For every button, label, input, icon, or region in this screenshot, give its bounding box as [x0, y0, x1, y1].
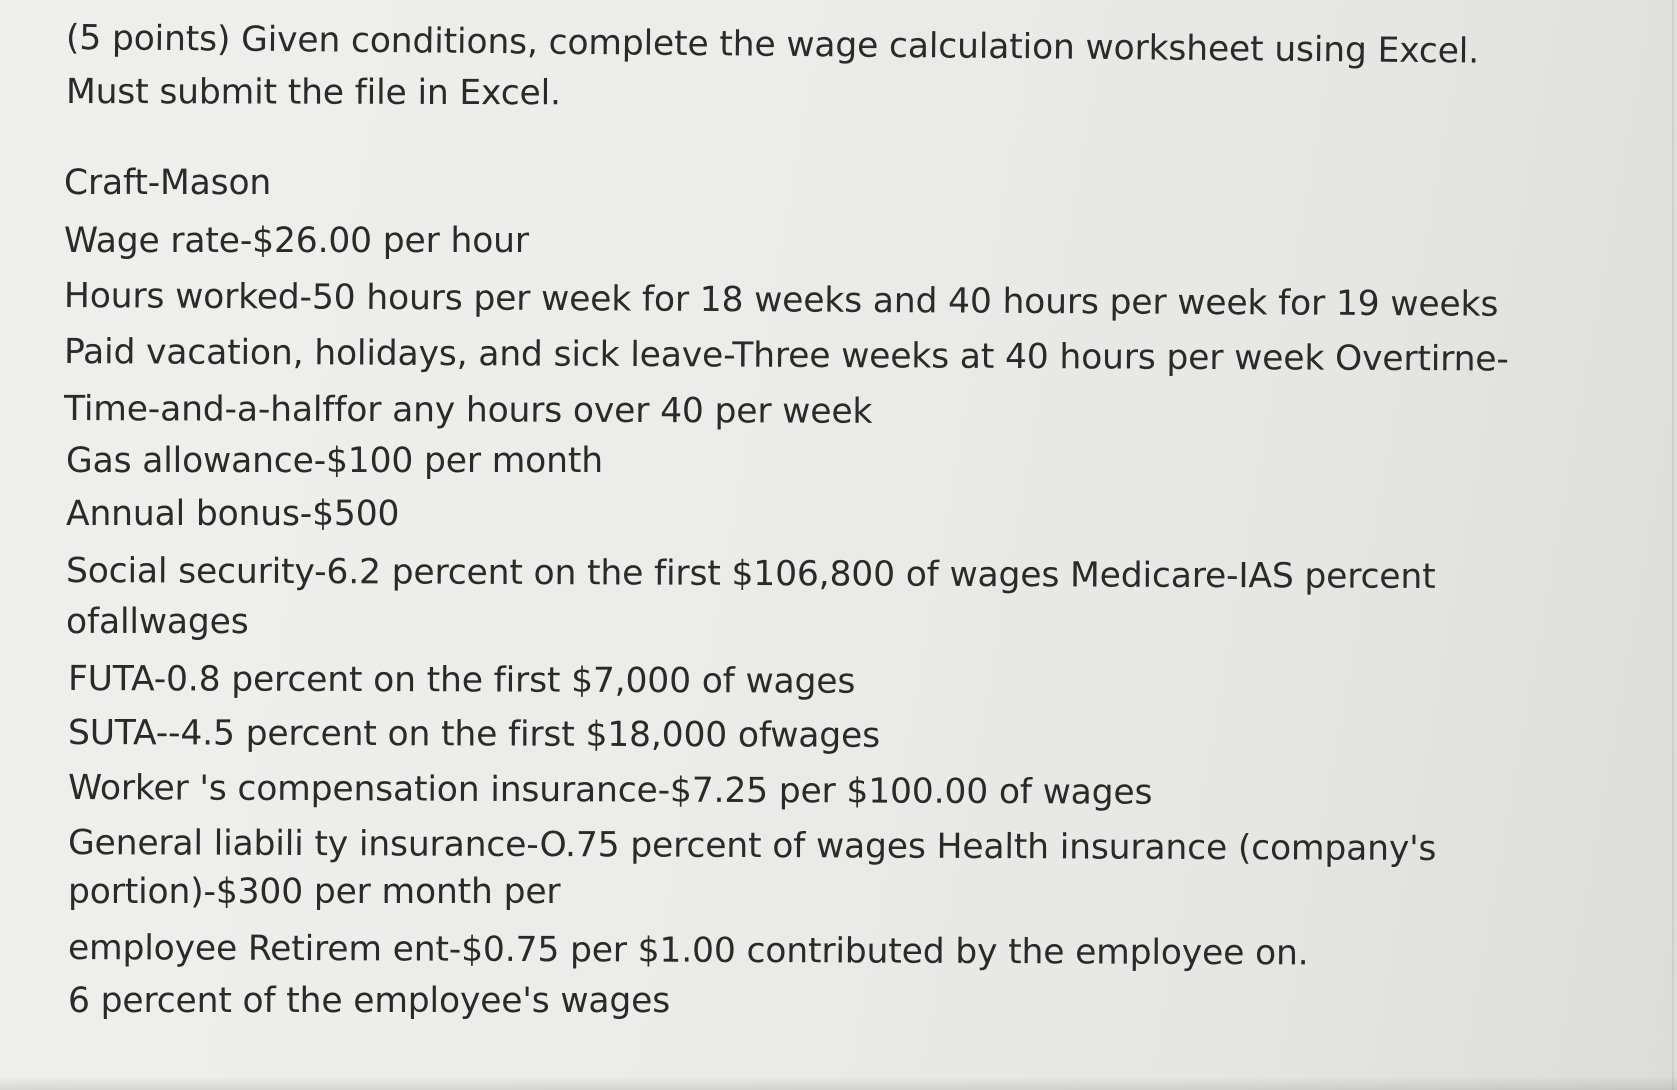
workers-compensation: Worker 's compensation insurance-$7.25 per $100.00 of wages [67, 768, 1153, 813]
bottom-shadow [0, 1076, 1677, 1090]
futa: FUTA-0.8 percent on the first $7,000 of wages [67, 659, 856, 702]
paid-leave: Paid vacation, holidays, and sick leave-Three weeks at 40 hours per week Overtirne- [63, 332, 1509, 380]
suta: SUTA--4.5 percent on the first $18,000 ofwages [67, 713, 881, 756]
general-liability: General liabili ty insurance-O.75 percent of wages Health insurance (company's [67, 823, 1437, 869]
gas-allowance: Gas allowance-$100 per month [66, 441, 603, 481]
retirement: employee Retirem ent-$0.75 per $1.00 contributed by the employee on. [67, 928, 1309, 974]
health-insurance-continued: portion)-$300 per month per [68, 872, 561, 912]
paper-edge [1672, 0, 1674, 1090]
medicare-continued: ofallwages [66, 602, 249, 642]
hours-worked: Hours worked-50 hours per week for 18 weeks and 40 hours per week for 19 weeks [63, 276, 1499, 325]
assignment-prompt-line-2: Must submit the file in Excel. [65, 72, 561, 114]
retirement-continued: 6 percent of the employee's wages [68, 981, 671, 1021]
assignment-prompt-line-1: (5 points) Given conditions, complete the wage calculation worksheet using Excel. [65, 18, 1480, 72]
craft-label: Craft-Mason [64, 163, 272, 203]
annual-bonus: Annual bonus-$500 [66, 494, 400, 534]
overtime-rule: Time-and-a-halffor any hours over 40 per week [63, 389, 873, 432]
social-security: Social security-6.2 percent on the first $106,800 of wages Medicare-IAS percent [65, 551, 1436, 597]
wage-rate: Wage rate-$26.00 per hour [64, 221, 529, 261]
